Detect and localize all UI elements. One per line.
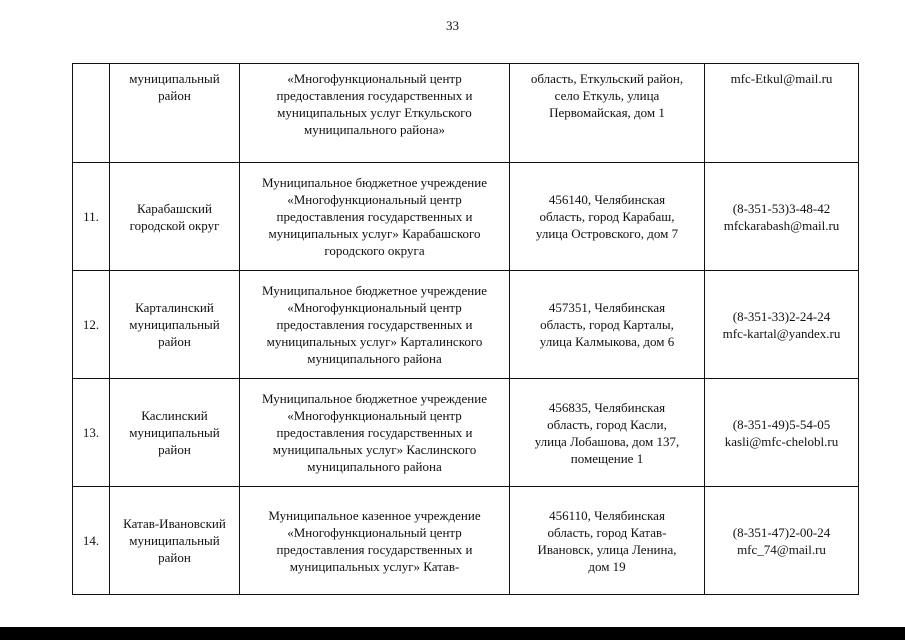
- organization-cell: [240, 163, 510, 271]
- organization-line: муниципального района: [307, 351, 442, 366]
- organization-line: муниципальных услуг» Катав-: [289, 558, 460, 574]
- address-line: село Еткуль, улица: [554, 88, 660, 103]
- address-cell: [510, 379, 705, 487]
- table-row: [73, 379, 859, 487]
- table-row: [73, 487, 859, 595]
- address-line: область, город Катав-: [547, 524, 667, 540]
- organization-line: «Многофункциональный центр: [287, 524, 462, 540]
- email-line: kasli@mfc-chelobl.ru: [724, 433, 839, 449]
- address-cell: [510, 64, 705, 163]
- municipality-line: муниципальный: [129, 71, 220, 86]
- municipality-line: Карталинский: [135, 300, 214, 315]
- municipality-line: район: [158, 334, 191, 349]
- organization-cell: [240, 64, 510, 163]
- row-number-cell: 13.: [73, 379, 110, 487]
- contact-cell: [705, 163, 859, 271]
- email-line: mfckarabash@mail.ru: [723, 217, 840, 233]
- organization-line: городского округа: [324, 243, 425, 258]
- address-line: улица Лобашова, дом 137,: [534, 433, 680, 449]
- address-line: область, город Карабаш,: [539, 209, 675, 224]
- municipality-line: район: [158, 550, 191, 565]
- address-line: 456835, Челябинская: [548, 399, 666, 415]
- municipality-cell: [110, 487, 240, 595]
- contact-line: mfc-Etkul@mail.ru: [730, 71, 833, 86]
- organization-line: муниципальных услуг» Карабашского: [268, 226, 481, 241]
- municipality-cell: [110, 64, 240, 163]
- address-line: Ивановск, улица Ленина,: [537, 541, 677, 557]
- phone-line: (8-351-33)2-24-24: [732, 308, 831, 324]
- row-number-cell: 11.: [73, 163, 110, 271]
- email-line: mfc-kartal@yandex.ru: [722, 325, 841, 341]
- municipality-line: муниципальный: [129, 425, 220, 440]
- organization-line: муниципальных услуг Еткульского: [277, 105, 472, 120]
- municipality-cell: [110, 271, 240, 379]
- organization-line: Муниципальное казенное учреждение: [268, 507, 481, 523]
- organization-line: муниципальных услуг» Каслинского: [272, 442, 477, 457]
- table-row-continued: [73, 64, 859, 163]
- contact-cell: [705, 487, 859, 595]
- address-line: улица Калмыкова, дом 6: [539, 334, 675, 349]
- email-line: mfc_74@mail.ru: [737, 541, 826, 557]
- row-number-cell: [73, 64, 110, 163]
- organization-line: муниципального района: [307, 459, 442, 474]
- table-row: [73, 271, 859, 379]
- address-cell: [510, 271, 705, 379]
- organization-line: «Многофункциональный центр: [287, 192, 462, 207]
- organization-line: «Многофункциональный центр: [287, 71, 462, 86]
- address-line: 456110, Челябинская: [549, 507, 665, 523]
- address-line: улица Островского, дом 7: [535, 226, 679, 241]
- address-line: область, Еткульский район,: [530, 71, 684, 86]
- municipality-line: Каслинский: [141, 408, 208, 423]
- organization-cell: [240, 379, 510, 487]
- address-cell: [510, 163, 705, 271]
- table-row: [73, 163, 859, 271]
- organization-line: предоставления государственных и: [276, 209, 473, 224]
- address-line: 456140, Челябинская: [548, 192, 666, 207]
- municipality-line: район: [158, 88, 191, 103]
- organization-line: предоставления государственных и: [276, 88, 473, 103]
- organization-line: «Многофункциональный центр: [287, 408, 462, 423]
- address-line: область, город Карталы,: [540, 317, 674, 332]
- page-number: 33: [446, 18, 459, 33]
- organization-cell: [240, 271, 510, 379]
- mfc-registry-table: [72, 63, 859, 595]
- organization-line: муниципальных услуг» Карталинского: [266, 334, 483, 349]
- municipality-line: Карабашский: [137, 200, 212, 216]
- address-line: помещение 1: [570, 450, 644, 466]
- row-number-cell: 12.: [73, 271, 110, 379]
- address-line: Первомайская, дом 1: [549, 105, 665, 120]
- organization-line: предоставления государственных и: [276, 425, 473, 440]
- address-line: 457351, Челябинская: [548, 300, 666, 315]
- scan-bottom-edge: [0, 627, 905, 640]
- phone-line: (8-351-53)3-48-42: [732, 200, 831, 216]
- municipality-line: район: [158, 442, 191, 457]
- organization-line: предоставления государственных и: [276, 317, 473, 332]
- contact-cell: [705, 271, 859, 379]
- address-line: область, город Касли,: [547, 416, 667, 432]
- contact-cell: [705, 379, 859, 487]
- address-cell: [510, 487, 705, 595]
- phone-line: (8-351-47)2-00-24: [732, 524, 831, 540]
- organization-line: Муниципальное бюджетное учреждение: [262, 175, 487, 190]
- contact-cell: [705, 64, 859, 163]
- municipality-line: городской округ: [129, 217, 220, 233]
- phone-line: (8-351-49)5-54-05: [732, 416, 831, 432]
- municipality-line: Катав-Ивановский: [123, 516, 226, 531]
- municipality-cell: [110, 163, 240, 271]
- organization-line: Муниципальное бюджетное учреждение: [262, 283, 487, 298]
- address-line: дом 19: [588, 558, 626, 574]
- row-number-cell: 14.: [73, 487, 110, 595]
- municipality-cell: [110, 379, 240, 487]
- municipality-line: муниципальный: [129, 533, 220, 548]
- organization-cell: [240, 487, 510, 595]
- organization-line: муниципального района»: [304, 122, 445, 137]
- municipality-line: муниципальный: [129, 317, 220, 332]
- organization-line: предоставления государственных и: [276, 541, 473, 557]
- organization-line: Муниципальное бюджетное учреждение: [262, 391, 487, 406]
- organization-line: «Многофункциональный центр: [287, 300, 462, 315]
